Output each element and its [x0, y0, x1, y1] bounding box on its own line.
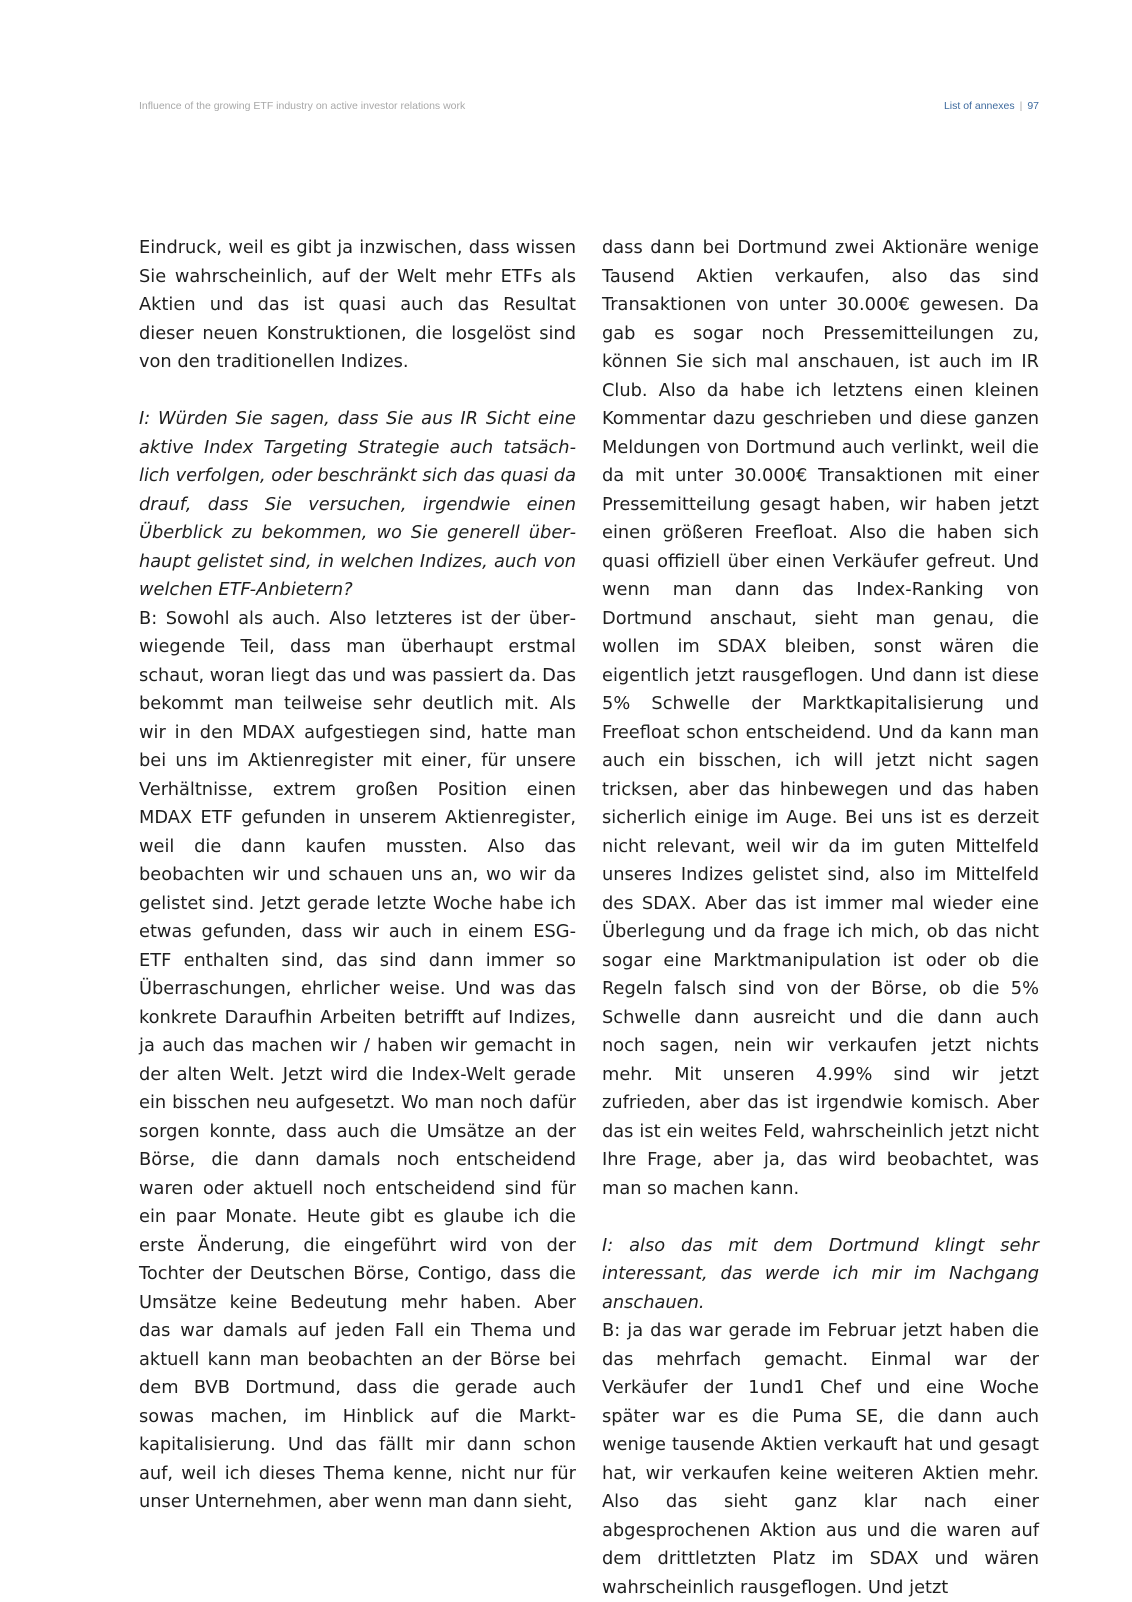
page-number: 97 — [1027, 100, 1039, 112]
respondent-answer: B: Sowohl als auch. Also letzteres ist der überwiegende Teil, dass man überhaupt erstmal schaut, woran liegt das und was passiert da. Das bekommt man teilweise sehr deutlich mit. Als wir in den MDAX aufgestiegen sind, hatte man bei uns im Aktienregister mit einer, für unsere Verhältnisse, extrem großen Position einen MDAX ETF gefunden in unserem Aktienregister, weil die dann kaufen mussten. Also das beobachten wir und schauen uns an, wo wir da gelistet sind. Jetzt gerade letzte Woche habe ich etwas gefunden, dass wir auch in einem ESG-ETF enthalten sind, das sind dann immer so Überraschungen, ehrlicher weise. Und was das konkrete Daraufhin Arbeiten betrifft auf Indizes, ja auch das machen wir / haben wir gemacht in der alten Welt. Jetzt wird die Index-Welt gerade ein bisschen neu aufgesetzt. Wo man noch dafür sorgen konnte, dass auch die Umsätze an der Börse, die dann damals noch entscheidend waren oder aktuell noch entscheidend sind für ein paar Monate. Heute gibt es glaube ich die erste Änderung, die eingeführt wird von der Tochter der Deutschen Börse, Contigo, dass die Umsätze keine Bedeutung mehr haben. Aber das war damals auf jeden Fall ein Thema und aktuell kann man beobachten an der Börse bei dem BVB Dortmund, dass die gerade auch sowas machen, im Hinblick auf die Marktkapitalisierung. Und das fällt mir dann schon auf, weil ich dieses Thema kenne, nicht nur für unser Unternehmen, aber wenn man dann sieht, — [139, 607, 576, 1512]
running-title: Influence of the growing ETF industry on active investor relations work — [139, 100, 466, 112]
section-title: List of annexes — [943, 100, 1015, 112]
paragraph: dass dann bei Dortmund zwei Aktionäre wenige Tausend Aktien verkaufen, also das sind Transaktionen von unter 30.000€ gewesen. Da gab es sogar noch Pressemitteilungen zu, können Sie sich mal anschauen, ist auch im IR Club. Also da habe ich letztens einen kleinen Kommentar dazu geschrieben und diese ganzen Meldungen von Dortmund auch verlinkt, weil die da mit unter 30.000€ Transaktionen mit einer Pressemitteilung gesagt haben, wir haben jetzt einen größeren Freefloat. Also die haben sich quasi offiziell über einen Verkäufer gefreut. Und wenn man dann das Index-Ranking von Dortmund anschaut, sieht man genau, die wollen im SDAX bleiben, sonst wären die eigentlich jetzt rausgeflogen. Und dann ist diese 5% Schwelle der Marktkapitalisierung und Freefloat schon entscheidend. Und da kann man auch ein bisschen, ich will jetzt nicht sagen tricksen, aber das hinbewegen und das haben sicherlich einige im Auge. Bei uns ist es derzeit nicht relevant, weil wir da im guten Mittelfeld unseres Indizes gelistet sind, also im Mittelfeld des SDAX. Aber das ist immer mal wieder eine Überlegung und da frage ich mich, ob das nicht sogar eine Marktmanipulation ist oder ob die Regeln falsch sind von der Börse, ob die 5% Schwelle dann ausreicht und die dann auch noch sagen, nein wir verkaufen jetzt nichts mehr. Mit unseren 4.99% sind wir jetzt zufrieden, aber das ist irgendwie komisch. Aber das ist ein weites Feld, wahrscheinlich jetzt nicht Ihre Frage, aber ja, das wird beobachtet, was man so machen kann. — [602, 237, 1039, 1199]
paragraph: Eindruck, weil es gibt ja inzwischen, dass wissen Sie wahrscheinlich, auf der Welt mehr ETFs als Aktien und das ist quasi auch das Resultat dieser neuen Konstruktionen, die losgelöst sind von den traditionellen Indizes. — [139, 237, 576, 372]
interviewer-question: I: also das mit dem Dortmund klingt sehr interessant, das werde ich mir im Nachgang anschauen. — [602, 1234, 1039, 1313]
page-header-right — [944, 100, 1039, 112]
interviewer-question: I: Würden Sie sagen, dass Sie aus IR Sicht eine aktive Index Targeting Strategie auch tatsächlich verfolgen, oder beschränkt sich das quasi da drauf, dass Sie versuchen, irgendwie einen Überblick zu bekommen, wo Sie generell überhaupt gelistet sind, in welchen Indizes, auch von welchen ETF-Anbietern? — [139, 408, 576, 600]
respondent-answer: B: ja das war gerade im Februar jetzt haben die das mehrfach gemacht. Einmal war der Verkäufer der 1und1 Chef und eine Woche später war es die Puma SE, die dann auch wenige tausende Aktien verkauft hat und gesagt hat, wir verkaufen keine weiteren Aktien mehr. Also das sieht ganz klar nach einer abgesprochenen Aktion aus und die waren auf dem drittletzten Platz im SDAX und wären wahrscheinlich rausgeflogen. Und jetzt — [602, 1320, 1039, 1598]
left-column — [139, 234, 576, 1517]
right-column — [602, 234, 1039, 1602]
header-separator: | — [1019, 100, 1023, 112]
